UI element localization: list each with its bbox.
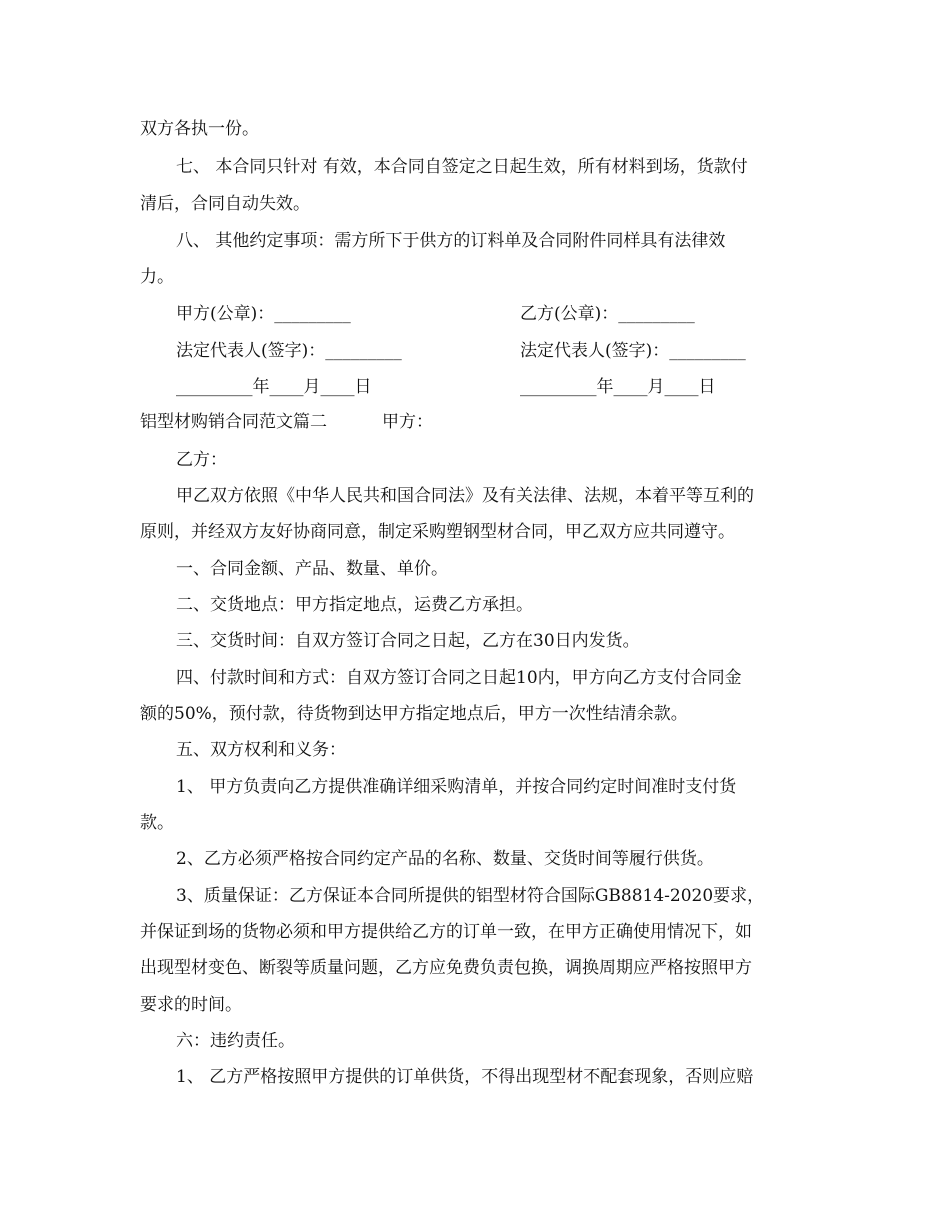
paragraph-line: 1、 甲方负责向乙方提供准确详细采购清单，并按合同约定时间准时支付货: [176, 777, 737, 797]
paragraph-line: 一、合同金额、产品、数量、单价。: [176, 559, 448, 579]
paragraph-line: 1、 乙方严格按照甲方提供的订单供货，不得出现型材不配套现象，否则应赔: [176, 1067, 754, 1087]
paragraph-line: 2、乙方必须严格按合同约定产品的名称、数量、交货时间等履行供货。: [176, 849, 714, 869]
party-a-representative: 法定代表人(签字)：_________: [176, 341, 402, 361]
paragraph-line: 八、 其他约定事项：需方所下于供方的订料单及合同附件同样具有法律效: [176, 231, 726, 251]
paragraph-line: 款。: [140, 813, 174, 833]
paragraph-line: 出现型材变色、断裂等质量问题，乙方应免费负责包换，调换周期应严格按照甲方: [140, 958, 752, 978]
paragraph-line: 并保证到场的货物必须和甲方提供给乙方的订单一致，在甲方正确使用情况下，如: [140, 922, 752, 942]
paragraph-line: 二、交货地点：甲方指定地点，运费乙方承担。: [176, 595, 533, 615]
paragraph-line: 清后，合同自动失效。: [140, 194, 310, 214]
paragraph-line: 要求的时间。: [140, 995, 242, 1015]
section-party-b: 乙方：: [176, 450, 227, 470]
paragraph-line: 七、 本合同只针对 有效，本合同自签定之日起生效，所有材料到场，货款付: [176, 157, 748, 177]
party-b-date: _________年____月____日: [520, 377, 716, 397]
party-a-date: _________年____月____日: [176, 377, 372, 397]
paragraph-line: 力。: [140, 267, 174, 287]
paragraph-line: 3、质量保证：乙方保证本合同所提供的铝型材符合国际GB8814-2020要求，: [176, 886, 765, 906]
party-b-seal: 乙方(公章)：_________: [520, 304, 695, 324]
paragraph-line: 原则，并经双方友好协商同意，制定采购塑钢型材合同，甲乙双方应共同遵守。: [140, 522, 735, 542]
paragraph-line: 六：违约责任。: [176, 1031, 295, 1051]
paragraph-line: 额的50%，预付款，待货物到达甲方指定地点后，甲方一次性结清余款。: [140, 704, 688, 724]
paragraph-line: 甲乙双方依照《中华人民共和国合同法》及有关法律、法规，本着平等互利的: [176, 486, 754, 506]
section-title: 铝型材购销合同范文篇二: [140, 412, 327, 432]
paragraph-line: 双方各执一份。: [140, 119, 259, 139]
party-a-seal: 甲方(公章)：_________: [176, 304, 351, 324]
section-party-a: 甲方：: [382, 412, 433, 432]
party-b-representative: 法定代表人(签字)：_________: [520, 341, 746, 361]
paragraph-line: 五、双方权利和义务：: [176, 740, 346, 760]
paragraph-line: 三、交货时间：自双方签订合同之日起，乙方在30日内发货。: [176, 631, 640, 651]
paragraph-line: 四、付款时间和方式：自双方签订合同之日起10内，甲方向乙方支付合同金: [176, 668, 742, 688]
